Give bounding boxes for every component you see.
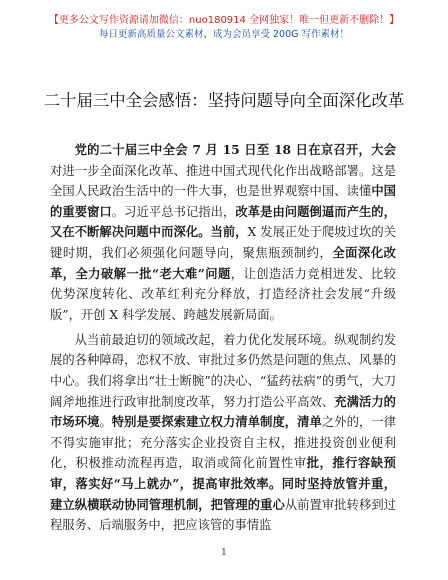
paragraph-2 [50, 330, 396, 536]
text-run: 批，推行容缺预审，落实好“马上就办”，提高审批效率。同时坚持放管并重，建立纵横联动协同管理机制，把管理的重心 [50, 455, 396, 512]
text-run: 党的二十届三中全会 7 月 15 日至 18 日在京召开，大会 [74, 142, 396, 157]
page-number: 1 [221, 548, 227, 558]
text-run: X 发展正处于爬坡过坎的关键时期，我们必须强化问题导向，聚焦瓶颈制约， [50, 225, 396, 260]
paragraph-1 [50, 140, 396, 325]
text-run: 改革是由问题倒逼而产生的，又在不断解决问题中而深化。当前， [50, 203, 396, 240]
text-run: 。习近平总书记指出， [111, 204, 236, 219]
text-run: 从前置审批转移到过程服务、后端服务中，把应该管的事情监 [50, 497, 396, 533]
promo-banner-line1: 【更多公文写作资源请加微信：nuo180914 全网独家！唯一但更新不删除！】 [48, 15, 400, 26]
promo-banner [0, 14, 448, 42]
document-title: 二十届三中全会感悟：坚持问题导向全面深化改革 [43, 91, 405, 110]
text-run: 中国的重要窗口 [50, 183, 396, 219]
text-run: 对进一步全面深化改革、推进中国式现代化作出战略部署。这是全国人民政治生活中的一件大事，也是世界观察中国、读懂 [50, 163, 396, 199]
text-run: 充满活力的市场环境 [50, 393, 396, 430]
text-run: 从当前最迫切的领域改起，着力优化发展环境。纵观制约发展的各种障碍，恋权不放、审批过多仍然是问题的焦点、风暴的中心。我们将拿出“壮士断腕”的决心、“猛药祛病”的勇气，大刀阔斧地推进行政审批制度改革，努力打造公平高效、 [50, 332, 396, 409]
text-run: 全面深化改革，全力破解一批“老大难”问题 [50, 244, 396, 281]
document-body [50, 140, 396, 540]
promo-banner-line2: 每日更新高质量公文素材，成为会员享受 200G 写作素材！ [98, 29, 350, 40]
text-run: 。 [99, 415, 112, 430]
text-run: ，让创造活力竞相迸发、比较优势深度转化、改革红利充分释放，打造经济社会发展“升级版”，开创 X 科学发展、跨越发展新局面。 [50, 266, 396, 322]
text-run: 特别是要探索建立权力清单制度，清单 [111, 414, 322, 430]
text-run: 之外的，一律不得实施审批；充分落实企业投资自主权，推进投资创业便利化，积极推动流程再造，取消或简化前置性审 [50, 415, 396, 471]
